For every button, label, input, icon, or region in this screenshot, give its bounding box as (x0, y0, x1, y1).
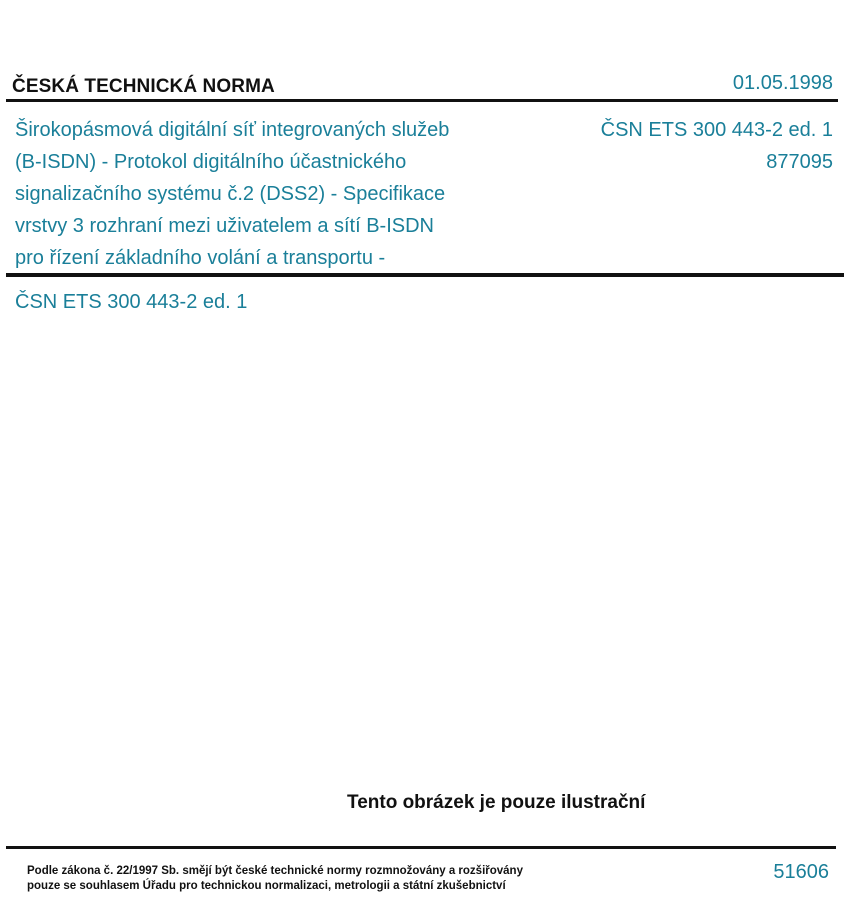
header-date: 01.05.1998 (732, 72, 833, 94)
subject-line: Širokopásmová digitální síť integrovaných služeb (15, 119, 450, 141)
subject-line: pro řízení základního volání a transportu - (15, 247, 386, 269)
header-title: ČESKÁ TECHNICKÁ NORMA (12, 76, 275, 97)
standard-subject (15, 114, 535, 274)
middle-divider (6, 273, 844, 277)
subject-line: signalizačního systému č.2 (DSS2) - Specifikace (15, 183, 446, 205)
bottom-divider (6, 846, 836, 849)
standard-designation: ČSN ETS 300 443-2 ed. 1 (15, 291, 248, 313)
legal-line: pouze se souhlasem Úřadu pro technickou normalizaci, metrologii a státní zkušebnictví (27, 880, 506, 892)
legal-line: Podle zákona č. 22/1997 Sb. smějí být české technické normy rozmnožovány a rozšiřovány (27, 865, 523, 877)
standard-identifiers (601, 114, 833, 178)
subject-line: vrstvy 3 rozhraní mezi uživatelem a sítí B-ISDN (15, 215, 435, 237)
subject-line: (B-ISDN) - Protokol digitálního účastnického (15, 151, 407, 173)
top-divider (6, 99, 838, 102)
standard-number: ČSN ETS 300 443-2 ed. 1 (600, 119, 833, 141)
legal-notice (27, 864, 523, 894)
illustration-note: Tento obrázek je pouze ilustrační (347, 792, 646, 813)
catalog-number: 877095 (766, 151, 833, 173)
document-code: 51606 (773, 861, 829, 883)
